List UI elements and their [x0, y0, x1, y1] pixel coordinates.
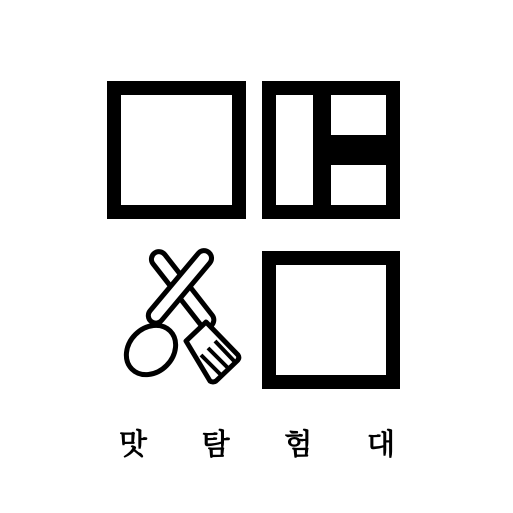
- brand-char-2: 탐: [201, 426, 230, 461]
- square-outline-icon: [262, 251, 400, 389]
- brand-char-4: 대: [366, 426, 395, 461]
- square-outline-icon: [107, 81, 246, 219]
- e-block-icon: [262, 81, 400, 219]
- spoon-fork-icon: [116, 248, 238, 385]
- brand-char-3: 험: [284, 426, 313, 461]
- brand-name: [107, 424, 407, 464]
- brand-char-1: 맛: [118, 426, 147, 461]
